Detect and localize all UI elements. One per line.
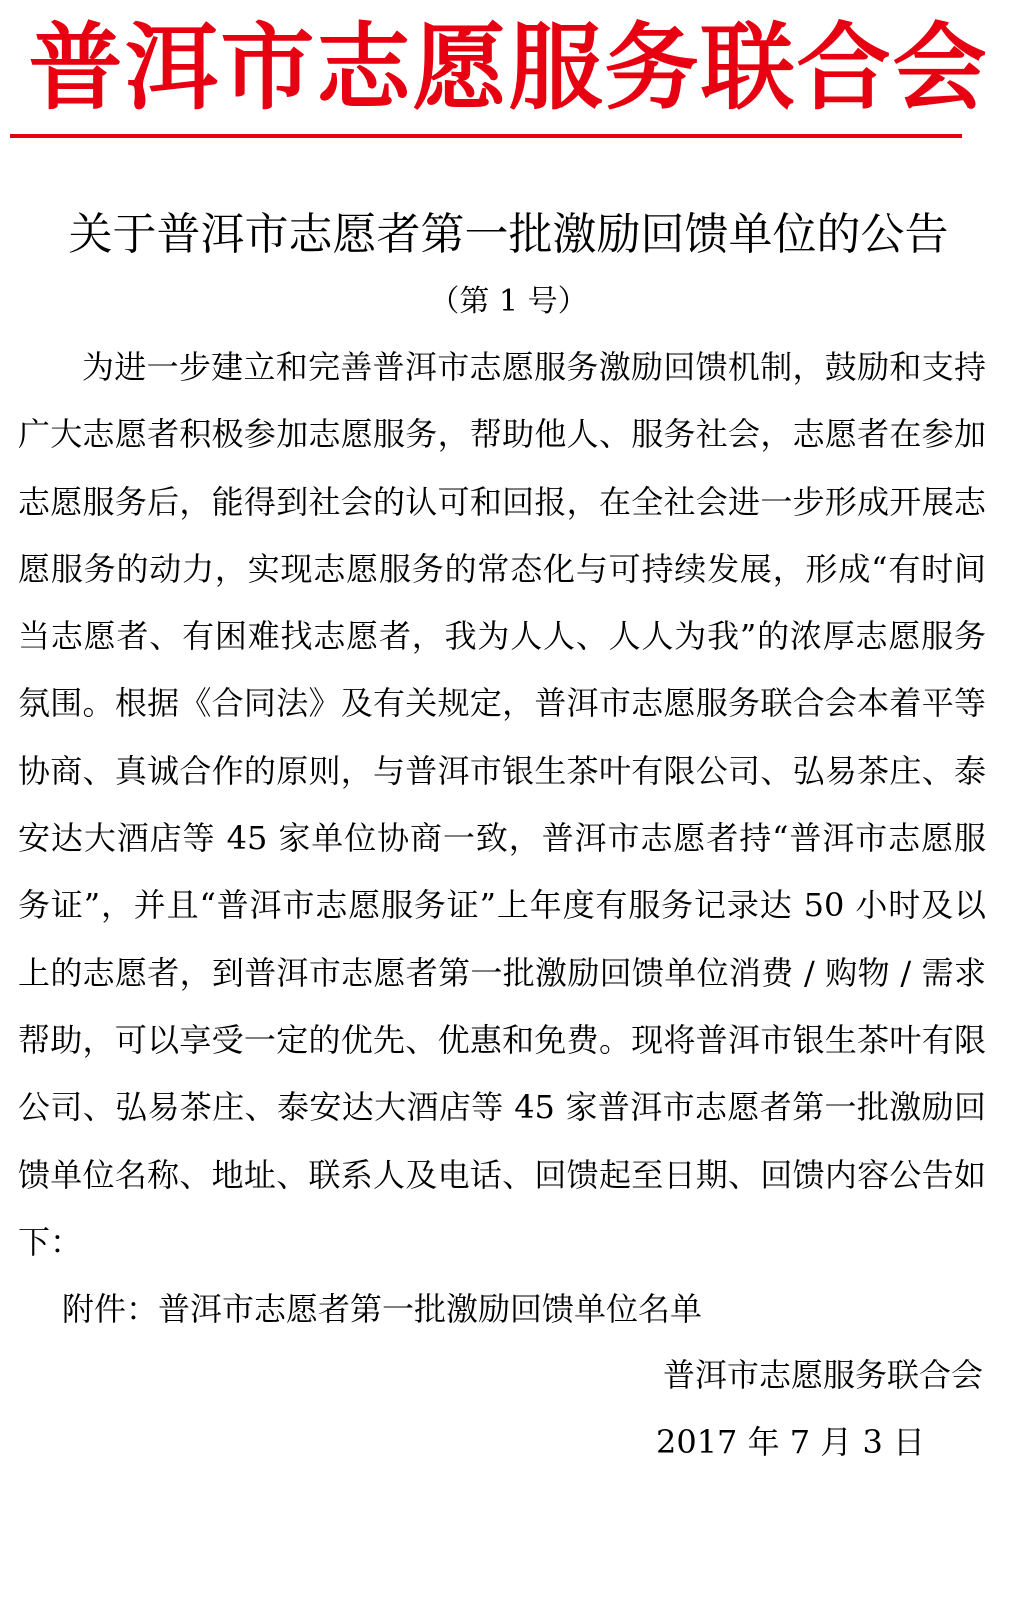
attachment-line: 附件：普洱市志愿者第一批激励回馈单位名单 <box>62 1290 703 1328</box>
signature-date: 2017 年 7 月 3 日 <box>655 1423 925 1461</box>
signature-org: 普洱市志愿服务联合会 <box>662 1356 983 1394</box>
notice-title: 关于普洱市志愿者第一批激励回馈单位的公告 <box>68 209 949 260</box>
letterhead-red-rule <box>10 134 962 138</box>
notice-body-paragraph: 为进一步建立和完善普洱市志愿服务激励回馈机制，鼓励和支持广大志愿者积极参加志愿服务，帮助他人、服务社会，志愿者在参加志愿服务后，能得到社会的认可和回报，在全社会进一步形成开展志愿服务的动力，实现志愿服务的常态化与可持续发展，形成“有时间当志愿者、有困难找志愿者，我为人人、人人为我”的浓厚志愿服务氛围。根据《合同法》及有关规定，普洱市志愿服务联合会本着平等协商、真诚合作的原则，与普洱市银生茶叶有限公司、弘易茶庄、泰安达大酒店等 45 家单位协商一致，普洱市志愿者持“普洱市志愿服务证”，并且“普洱市志愿服务证”上年度有服务记录达 50 小时及以上的志愿者，到普洱市志愿者第一批激励回馈单位消费 / 购物 / 需求帮助，可以享受一定的优先、优惠和免费。现将普洱市银生茶叶有限公司、弘易茶庄、泰安达大酒店等 45 家普洱市志愿者第一批激励回馈单位名称、地址、联系人及电话、回馈起至日期、回馈内容公告如下： <box>18 348 986 1261</box>
letterhead-title: 普洱市志愿服务联合会 <box>28 13 989 123</box>
notice-number: （第 1 号） <box>429 284 588 319</box>
